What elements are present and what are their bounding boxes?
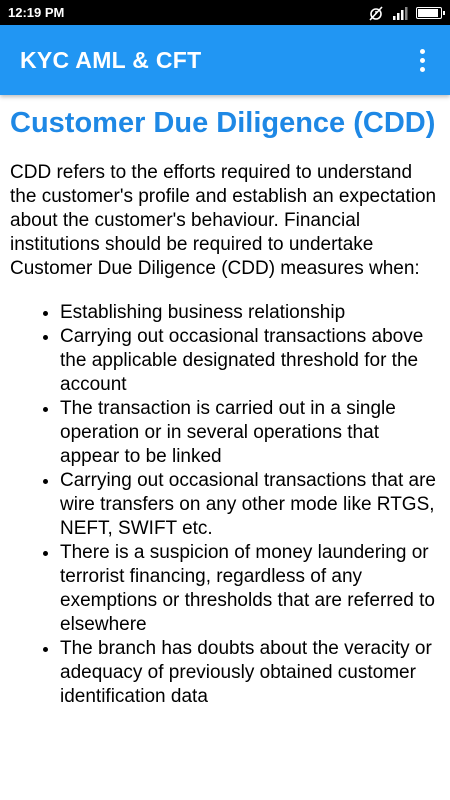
alarm-muted-icon [368,5,384,21]
status-bar [0,0,450,25]
intro-paragraph: CDD refers to the efforts required to understand the customer's profile and establish an expectation about the customer's behaviour. Financial institutions should be required to undertake Customer Due Diligence (CDD) measures when: [10,162,437,279]
list-item: • Carrying out occasional transactions that are wire transfers on any other mode like RTGS, NEFT, SWIFT etc. [60,469,440,541]
page-title: Customer Due Diligence (CDD) [10,107,436,139]
list-item: • Establishing business relationship [60,301,440,325]
cdd-conditions-list [10,301,440,709]
list-item: • The branch has doubts about the veracity or adequacy of previously obtained customer identification data [60,637,440,709]
app-title: KYC AML & CFT [20,46,202,73]
more-vert-icon[interactable] [410,40,434,80]
battery-icon [416,7,442,19]
list-item: • The transaction is carried out in a single operation or in several operations that appear to be linked [60,397,440,469]
status-time: 12:19 PM [8,5,65,20]
app-bar [0,25,450,95]
status-icons [368,5,442,21]
list-item: • There is a suspicion of money laundering or terrorist financing, regardless of any exemptions or thresholds that are referred to elsewhere [60,541,440,637]
signal-icon [392,6,408,20]
list-item: • Carrying out occasional transactions above the applicable designated threshold for the account [60,325,440,397]
content-area[interactable] [0,95,450,738]
